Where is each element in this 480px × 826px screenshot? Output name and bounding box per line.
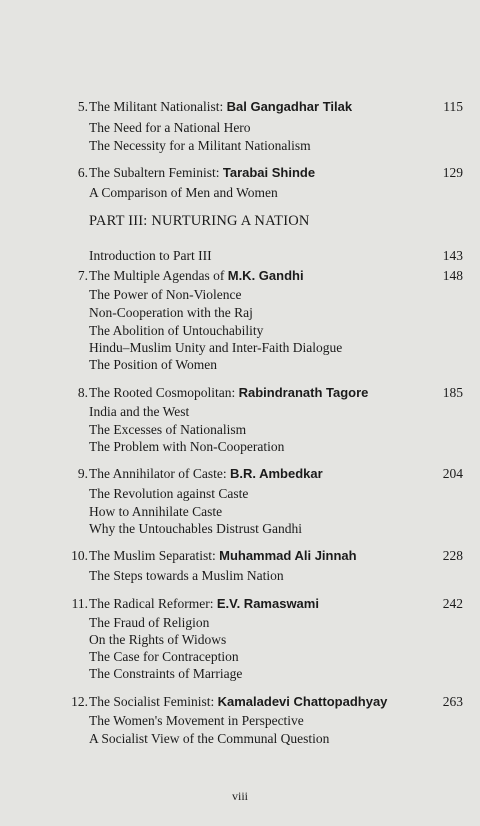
page-number: 185 — [442, 385, 463, 400]
toc-entry — [0, 692, 480, 712]
section-title: On the Rights of Widows — [89, 632, 227, 647]
toc-entry — [0, 546, 480, 566]
section-title: The Constraints of Marriage — [89, 666, 243, 681]
chapter-title: The Radical Reformer: E.V. Ramaswami — [89, 596, 319, 611]
section-title: Why the Untouchables Distrust Gandhi — [89, 521, 302, 536]
chapter-title: The Socialist Feminist: Kamaladevi Chattopadhyay — [89, 694, 388, 709]
page-number: 204 — [442, 466, 463, 481]
section-title: The Necessity for a Militant Nationalism — [89, 138, 311, 153]
chapter-number: 6. — [77, 165, 88, 180]
section-title: The Problem with Non-Cooperation — [89, 439, 285, 454]
page-number: 115 — [443, 99, 463, 114]
section-title: How to Annihilate Caste — [89, 504, 223, 519]
chapter-title: The Subaltern Feminist: Tarabai Shinde — [89, 165, 316, 180]
page-number: 143 — [442, 248, 463, 263]
section-title: Non-Cooperation with the Raj — [89, 305, 253, 320]
toc-entry — [0, 97, 480, 117]
chapter-title: The Muslim Separatist: Muhammad Ali Jinnah — [89, 548, 357, 563]
toc-entry — [0, 383, 480, 403]
page-number: 228 — [442, 548, 463, 563]
chapter-title: The Multiple Agendas of M.K. Gandhi — [89, 268, 304, 283]
section-title: The Steps towards a Muslim Nation — [89, 568, 284, 583]
chapter-number: 7. — [77, 268, 88, 283]
toc-entry — [0, 464, 480, 484]
chapter-number: 12. — [71, 694, 88, 709]
section-title: The Need for a National Hero — [89, 120, 251, 135]
page-folio: viii — [231, 789, 248, 803]
page-number: 129 — [442, 165, 463, 180]
chapter-number: 10. — [71, 548, 88, 563]
intro-label: Introduction to Part III — [89, 248, 212, 263]
section-title: Hindu–Muslim Unity and Inter-Faith Dialogue — [89, 340, 343, 355]
section-title: The Case for Contraception — [89, 649, 239, 664]
chapter-number: 8. — [77, 385, 88, 400]
chapter-title: The Rooted Cosmopolitan: Rabindranath Tagore — [89, 385, 369, 400]
section-title: The Women's Movement in Perspective — [89, 713, 304, 728]
chapter-number: 5. — [77, 99, 88, 114]
section-title: The Position of Women — [89, 357, 218, 372]
section-title: The Fraud of Religion — [89, 615, 210, 630]
section-title: The Revolution against Caste — [89, 486, 249, 501]
section-title: The Power of Non-Violence — [89, 287, 242, 302]
chapter-number: 9. — [77, 466, 88, 481]
page-number: 242 — [442, 596, 463, 611]
page-number: 263 — [442, 694, 463, 709]
chapter-title: The Militant Nationalist: Bal Gangadhar Tilak — [89, 99, 353, 114]
toc-entry — [0, 594, 480, 614]
section-title: A Socialist View of the Communal Question — [89, 731, 330, 746]
chapter-title: The Annihilator of Caste: B.R. Ambedkar — [89, 466, 323, 481]
toc-entry-intro — [0, 246, 480, 266]
page-number: 148 — [442, 268, 463, 283]
section-title: The Abolition of Untouchability — [89, 323, 264, 338]
section-title: India and the West — [89, 404, 190, 419]
section-title: A Comparison of Men and Women — [89, 185, 278, 200]
toc-entry — [0, 266, 480, 286]
chapter-number: 11. — [71, 596, 88, 611]
toc-entry — [0, 163, 480, 183]
part-heading: PART III: NURTURING A NATION — [89, 213, 310, 229]
section-title: The Excesses of Nationalism — [89, 422, 247, 437]
